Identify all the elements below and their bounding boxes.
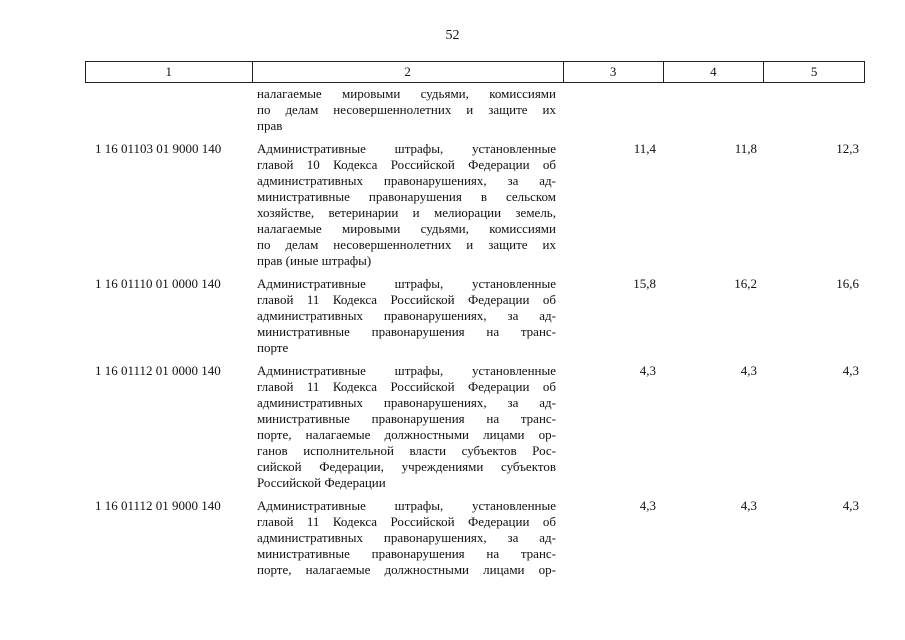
description-line: министративные правонарушения в сельском <box>257 189 556 204</box>
row-description <box>252 141 564 269</box>
value-col-4: 4,3 <box>740 363 757 378</box>
description-line: порте, налагаемые должностными лицами ор- <box>257 562 556 577</box>
value-col-3: 15,8 <box>633 276 656 291</box>
value-col-5: 16,6 <box>836 276 859 291</box>
row-description <box>252 86 564 134</box>
description-line: прав (иные штрафы) <box>257 253 372 268</box>
column-header-4: 4 <box>664 62 765 82</box>
description-line: ганов исполнительной власти субъектов Рос- <box>257 443 556 458</box>
description-line: хозяйстве, ветеринарии и мелиорации земель, <box>257 205 556 220</box>
description-line: налагаемые мировыми судьями, комиссиями <box>257 86 556 101</box>
description-line: главой 11 Кодекса Российской Федерации об <box>257 514 556 529</box>
row-description <box>252 276 564 356</box>
column-header-1: 1 <box>86 62 253 82</box>
description-line: административных правонарушениях, за ад- <box>257 530 556 545</box>
value-col-3: 11,4 <box>633 141 656 156</box>
description-line: Административные штрафы, установленные <box>257 276 556 291</box>
value-col-4: 16,2 <box>734 276 757 291</box>
description-line: Российской Федерации <box>257 475 386 490</box>
row-code <box>85 86 252 134</box>
table-row-continuation <box>85 86 865 134</box>
description-line: министративные правонарушения на транс- <box>257 546 556 561</box>
row-code: 1 16 01112 01 0000 140 <box>95 363 221 378</box>
description-line: главой 11 Кодекса Российской Федерации об <box>257 379 556 394</box>
description-line: министративные правонарушения на транс- <box>257 324 556 339</box>
description-line: административных правонарушениях, за ад- <box>257 173 556 188</box>
description-line: порте, налагаемые должностными лицами ор- <box>257 427 556 442</box>
value-col-5: 12,3 <box>836 141 859 156</box>
value-col-3: 4,3 <box>639 498 656 513</box>
row-code: 1 16 01103 01 9000 140 <box>95 141 222 156</box>
table-header <box>85 61 865 83</box>
table-body <box>85 86 865 585</box>
value-col-4: 11,8 <box>734 141 757 156</box>
table-row <box>85 363 865 491</box>
row-code: 1 16 01110 01 0000 140 <box>95 276 221 291</box>
row-description <box>252 363 564 491</box>
description-line: административных правонарушениях, за ад- <box>257 308 556 323</box>
column-header-5: 5 <box>810 64 818 79</box>
description-line: сийской Федерации, учреждениями субъектов <box>257 459 556 474</box>
table-row <box>85 498 865 578</box>
table-row <box>85 276 865 356</box>
row-description <box>252 498 564 578</box>
value-col-4: 4,3 <box>740 498 757 513</box>
description-line: министративные правонарушения на транс- <box>257 411 556 426</box>
description-line: главой 10 Кодекса Российской Федерации об <box>257 157 556 172</box>
description-line: налагаемые мировыми судьями, комиссиями <box>257 221 556 236</box>
column-header-3: 3 <box>564 62 664 82</box>
page-number: 52 <box>445 28 460 43</box>
description-line: Административные штрафы, установленные <box>257 363 556 378</box>
description-line: главой 11 Кодекса Российской Федерации об <box>257 292 556 307</box>
description-line: порте <box>257 340 289 355</box>
description-line: прав <box>257 118 283 133</box>
value-col-3: 4,3 <box>639 363 656 378</box>
description-line: административных правонарушениях, за ад- <box>257 395 556 410</box>
table-row <box>85 141 865 269</box>
description-line: Административные штрафы, установленные <box>257 141 556 156</box>
description-line: Административные штрафы, установленные <box>257 498 556 513</box>
description-line: по делам несовершеннолетних и защите их <box>257 237 556 252</box>
value-col-5: 4,3 <box>842 363 859 378</box>
row-code: 1 16 01112 01 9000 140 <box>95 498 221 513</box>
value-col-5: 4,3 <box>842 498 859 513</box>
description-line: по делам несовершеннолетних и защите их <box>257 102 556 117</box>
column-header-2: 2 <box>253 62 564 82</box>
